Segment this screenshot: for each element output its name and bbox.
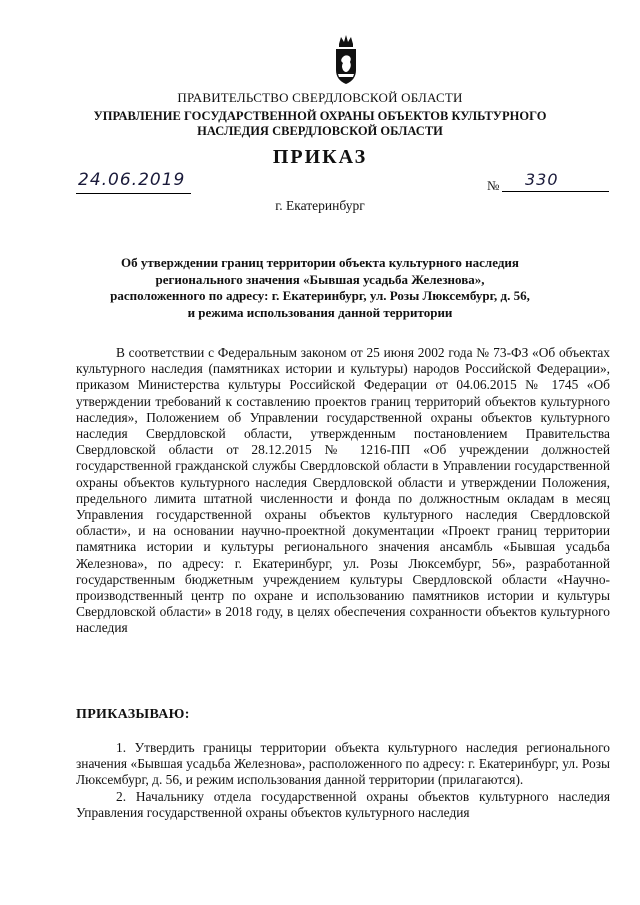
preamble-block	[76, 345, 610, 637]
government-name: ПРАВИТЕЛЬСТВО СВЕРДЛОВСКОЙ ОБЛАСТИ	[177, 90, 463, 105]
document-type: ПРИКАЗ	[272, 146, 368, 168]
order-item: 2. Начальнику отдела государственной охраны объектов культурного наследия Управления государственной охраны объектов культурного наследия	[76, 788, 610, 820]
order-word: ПРИКАЗЫВАЮ:	[76, 707, 190, 722]
preamble-text: В соответствии с Федеральным законом от 25 июня 2002 года № 73-ФЗ «Об объектах культурного наследия (памятниках истории и культуры) народов Российской Федерации», приказом Министерства культуры Российской Федерации от 04.06.2015 № 1745 «Об утверждении требований к составлению проектов границ территорий объектов культурного наследия», Положением об Управлении государственной охраны объектов культурного наследия Свердловской области, утвержденным постановлением Правительства Свердловской области от 28.12.2015 № 1216-ПП «Об учреждении должностей государственной гражданской службы Свердловской области в Управлении государственной охраны объектов культурного наследия Свердловской области и утверждении Положения, предельного лимита штатной численности и фонда по должностным окладам в месяц Управления государственной охраны объектов культурного наследия Свердловской области», и на основании научно-проектной документации «Проект границ территории памятника истории и культуры регионального значения ансамбль «Бывшая усадьба Железнова», по адресу: г. Екатеринбург, ул. Розы Люксембург, 56», разработанной государственным бюджетным учреждением культуры Свердловской области «Научно-производственный центр по охране и использованию памятников истории и культуры Свердловской области» в 2018 году, в целях обеспечения сохранности объектов культурного наследия	[76, 345, 610, 636]
document-number: 330	[525, 170, 559, 189]
department-name: УПРАВЛЕНИЕ ГОСУДАРСТВЕННОЙ ОХРАНЫ ОБЪЕКТОВ КУЛЬТУРНОГО НАСЛЕДИЯ СВЕРДЛОВСКОЙ ОБЛАСТИ	[93, 109, 547, 138]
order-item: 1. Утвердить границы территории объекта культурного наследия регионального значения «Бывшая усадьба Железнова», расположенного по адресу: г. Екатеринбург, ул. Розы Люксембург, д. 56, и режим использования данной территории (прилагаются).	[76, 740, 610, 788]
date-underline	[76, 193, 191, 194]
number-label: №	[487, 178, 500, 193]
number-underline	[502, 191, 609, 192]
coat-of-arms-icon	[333, 34, 359, 86]
document-date: 24.06.2019	[78, 170, 186, 190]
city: г. Екатеринбург	[275, 198, 365, 213]
document-title: Об утверждении границ территории объекта культурного наследия регионального значения «Бывшая усадьба Железнова», расположенного по адресу: г. Екатеринбург, ул. Розы Люксембург, д. 56, и режима использования данной территории	[110, 255, 530, 320]
order-items	[76, 740, 610, 821]
